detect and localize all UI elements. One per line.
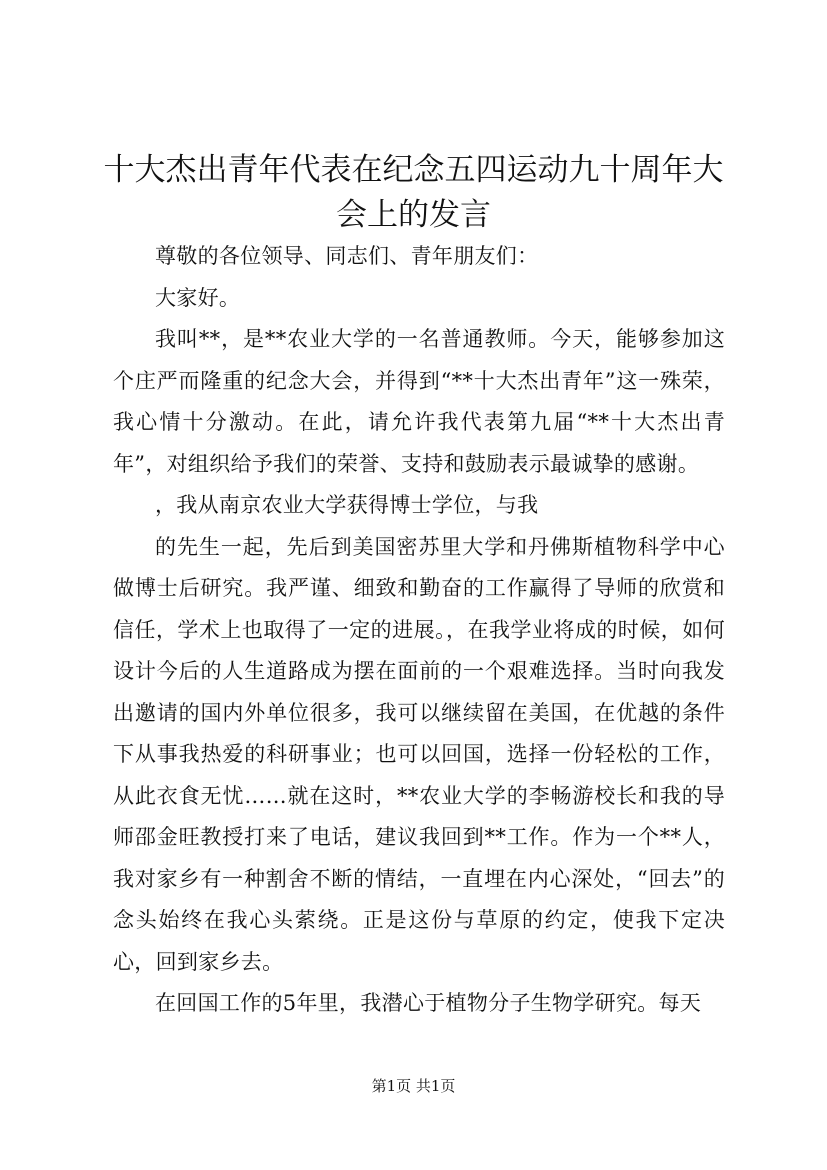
document-body (113, 236, 725, 1025)
paragraph-greeting: 大家好。 (155, 285, 241, 310)
paragraph-salutation: 尊敬的各位领导、同志们、青年朋友们： (155, 244, 539, 268)
paragraph-introduction: 我叫**，是**农业大学的一名普通教师。今天，能够参加这个庄严而隆重的纪念大会，并得到“**十大杰出青年”这一殊荣，我心情十分激动。在此，请允许我代表第九届“**十大杰出青年”，对组织给予我们的荣誉、支持和鼓励表示最诚挚的感谢。 (113, 327, 725, 476)
page-footer: 第1页 共1页 (371, 1077, 456, 1095)
document-title: 十大杰出青年代表在纪念五四运动九十周年大会上的发言 (103, 152, 724, 233)
paragraph-research: 在回国工作的5年里，我潜心于植物分子生物学研究。每天 (155, 991, 702, 1015)
paragraph-postdoc: 的先生一起，先后到美国密苏里大学和丹佛斯植物科学中心做博士后研究。我严谨、细致和勤奋的工作赢得了导师的欣赏和信任，学术上也取得了一定的进展。，在我学业将成的时候，如何设计今后的人生道路成为摆在面前的一个艰难选择。当时向我发出邀请的国内外单位很多，我可以继续留在美国，在优越的条件下从事我热爱的科研事业；也可以回国，选择一份轻松的工作，从此衣食无忧……就在这时，**农业大学的李畅游校长和我的导师邵金旺教授打来了电话，建议我回到**工作。作为一个**人，我对家乡有一种割舍不断的情结，一直埋在内心深处，“回去”的念头始终在我心头萦绕。正是这份与草原的约定，使我下定决心，回到家乡去。 (113, 534, 725, 974)
paragraph-doctorate: ，我从南京农业大学获得博士学位，与我 (155, 493, 539, 517)
